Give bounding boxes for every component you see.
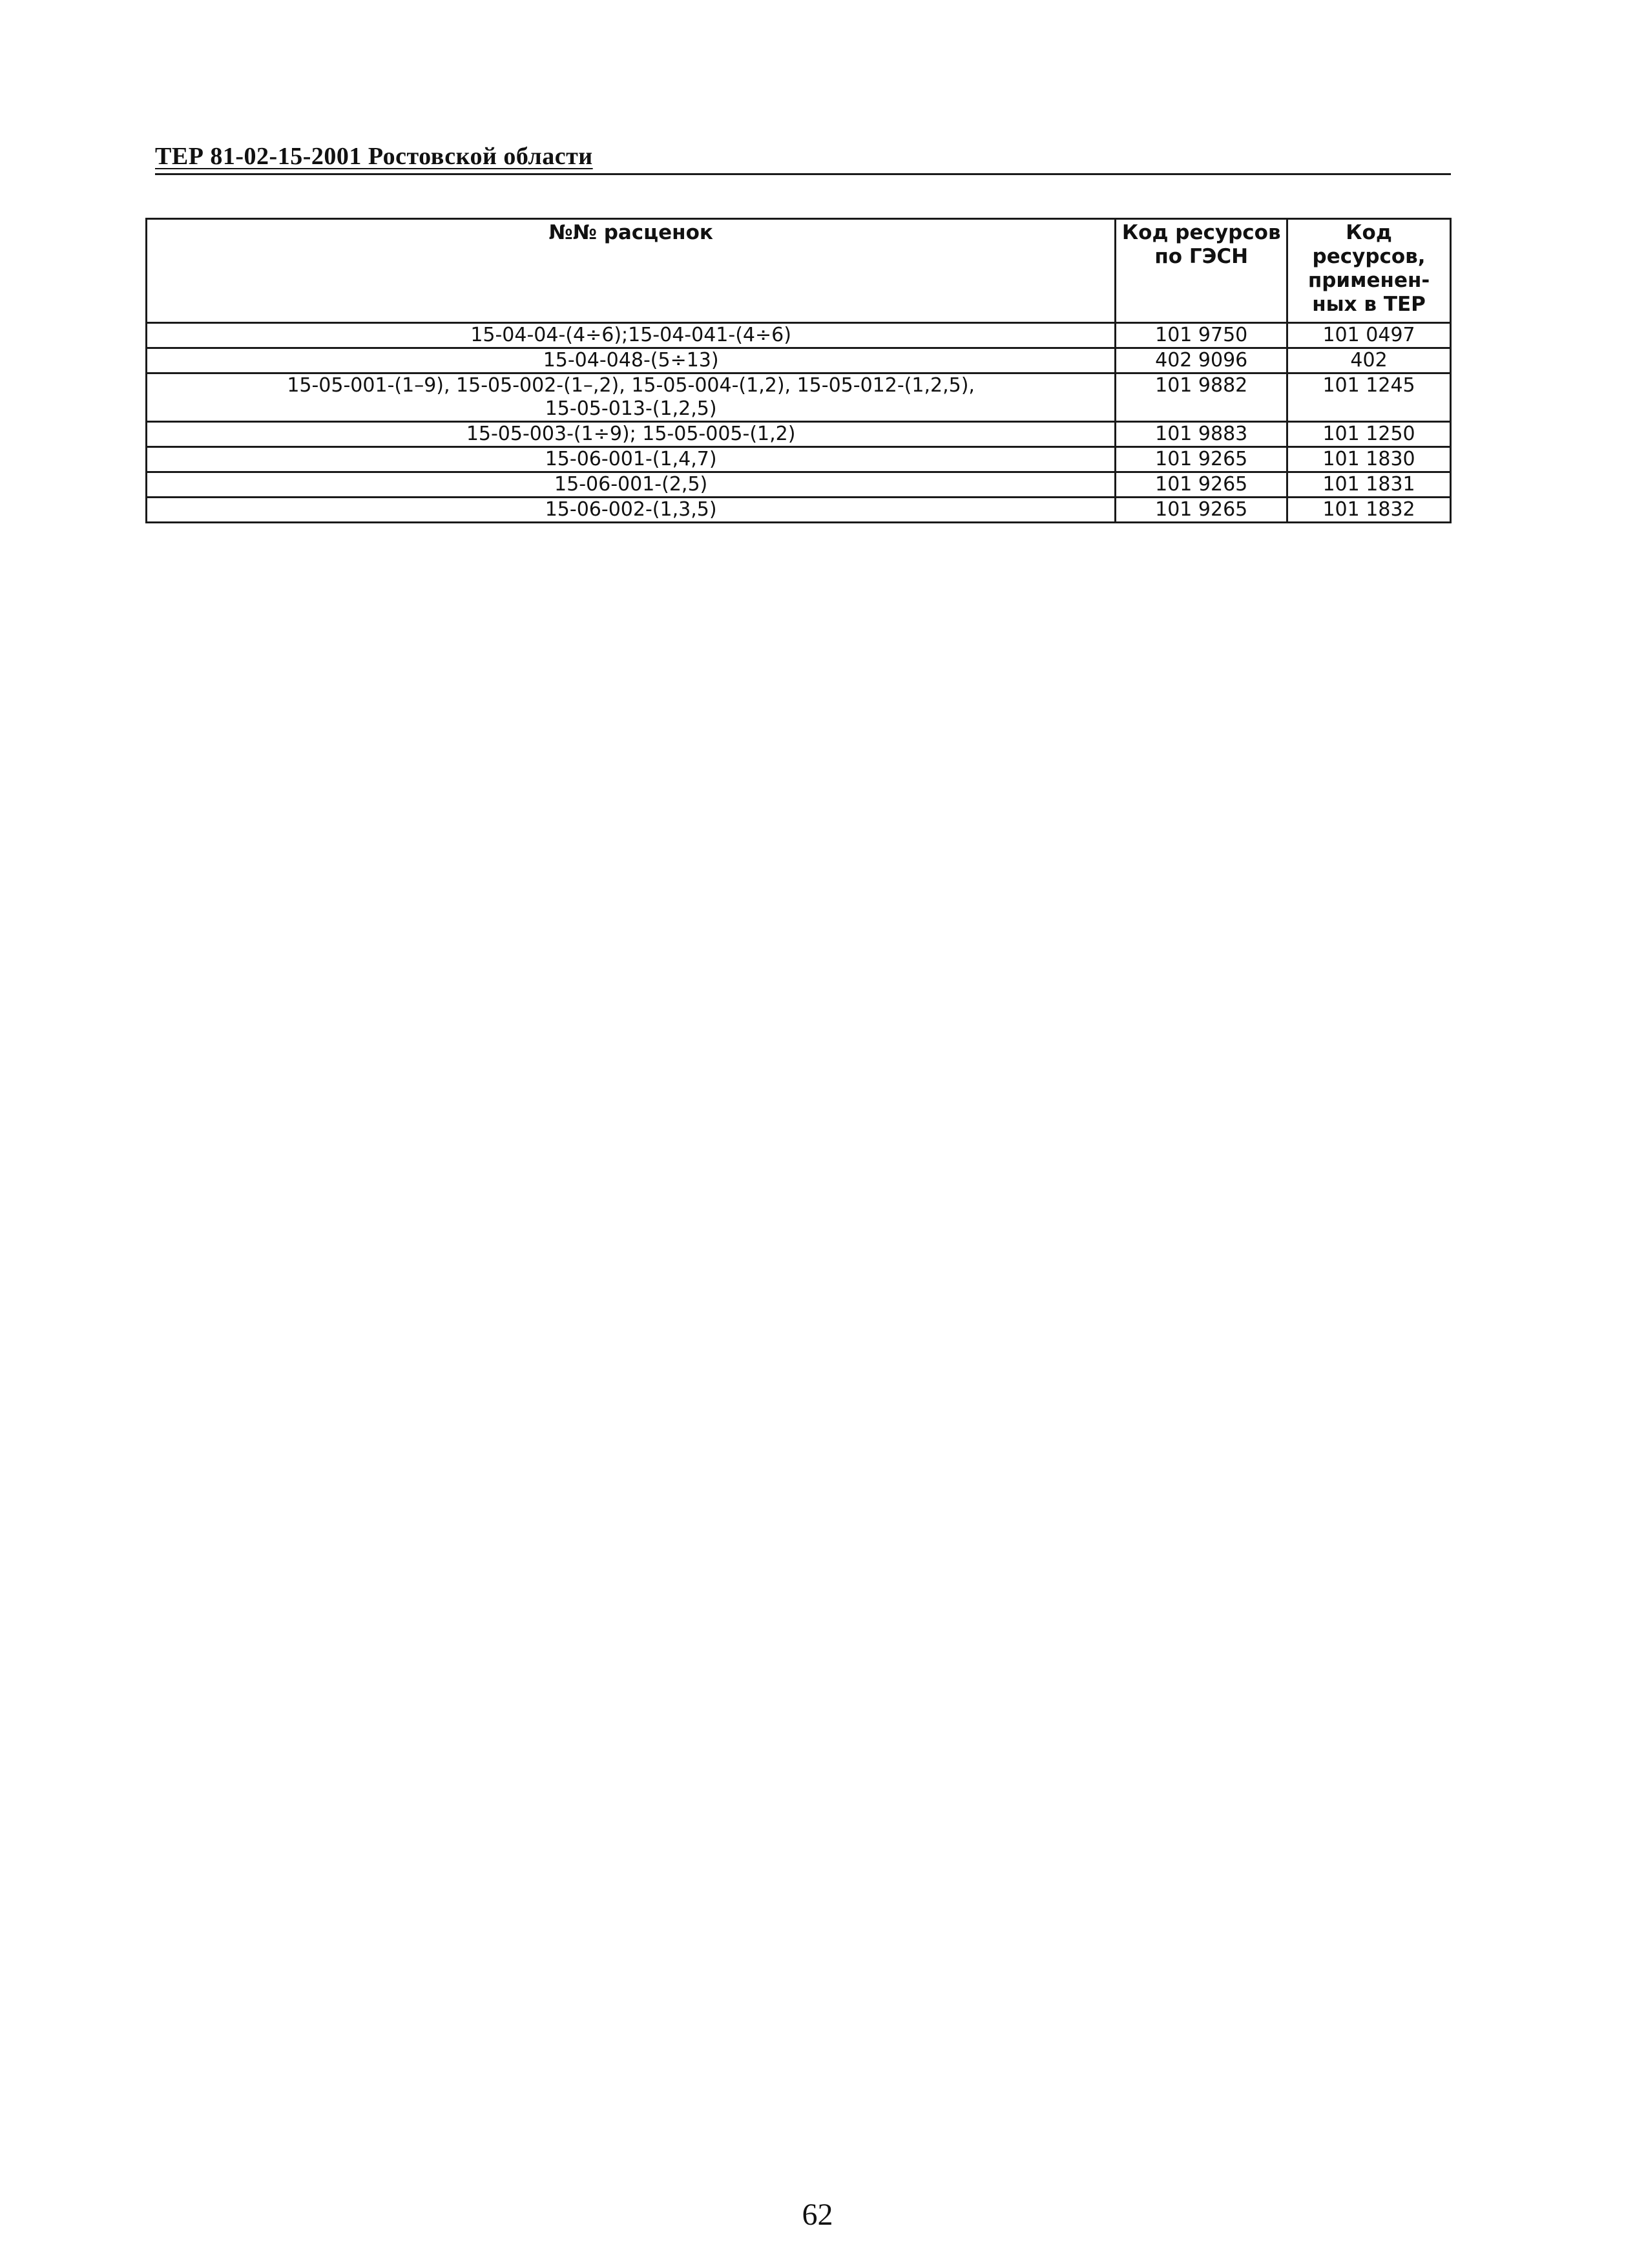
- rates-text: 15-06-002-(1,3,5): [545, 498, 717, 521]
- column-header-rates: №№ расценок: [147, 219, 1116, 323]
- ter-code-cell: 101 1832: [1287, 498, 1451, 523]
- resource-codes-table: [145, 218, 1452, 523]
- document-title: ТЕР 81-02-15-2001 Ростовской области: [155, 143, 593, 170]
- rates-text: 15-05-003-(1÷9); 15-05-005-(1,2): [466, 423, 796, 445]
- rates-text: 15-06-001-(2,5): [554, 473, 708, 496]
- gesn-code-cell: 101 9265: [1116, 498, 1287, 523]
- table-row: [147, 323, 1451, 348]
- gesn-code-cell: 402 9096: [1116, 348, 1287, 373]
- table-header-row: [147, 219, 1451, 323]
- gesn-code-cell: 101 9265: [1116, 472, 1287, 498]
- ter-code-cell: 402: [1287, 348, 1451, 373]
- ter-code-cell: 101 1250: [1287, 422, 1451, 447]
- column-header-gesn-code: Код ресурсов по ГЭСН: [1116, 219, 1287, 323]
- rates-cell: [147, 348, 1116, 373]
- ter-code-cell: 101 1830: [1287, 447, 1451, 472]
- column-header-ter-code: Код ресурсов, применен-ных в ТЕР: [1287, 219, 1451, 323]
- rates-text: 15-05-001-(1–9), 15-05-002-(1–,2), 15-05-004-(1,2), 15-05-012-(1,2,5),: [287, 374, 975, 397]
- rates-cell: [147, 323, 1116, 348]
- rates-cell: [147, 472, 1116, 498]
- table-row: [147, 348, 1451, 373]
- table-body: [147, 323, 1451, 523]
- rates-cell: [147, 422, 1116, 447]
- gesn-code-cell: 101 9882: [1116, 373, 1287, 422]
- table-row: [147, 373, 1451, 422]
- gesn-code-cell: 101 9883: [1116, 422, 1287, 447]
- rates-cell: [147, 447, 1116, 472]
- table-row: [147, 472, 1451, 498]
- ter-code-cell: 101 1245: [1287, 373, 1451, 422]
- page-number: 62: [802, 2198, 833, 2232]
- rates-text: 15-05-013-(1,2,5): [545, 397, 717, 420]
- gesn-code-cell: 101 9265: [1116, 447, 1287, 472]
- rates-cell: [147, 498, 1116, 523]
- table-row: [147, 422, 1451, 447]
- document-header: [155, 141, 1451, 175]
- rates-text: 15-06-001-(1,4,7): [545, 448, 717, 470]
- table-row: [147, 498, 1451, 523]
- gesn-code-cell: 101 9750: [1116, 323, 1287, 348]
- rates-text: 15-04-048-(5÷13): [543, 349, 719, 372]
- rates-cell: [147, 373, 1116, 422]
- ter-code-cell: 101 1831: [1287, 472, 1451, 498]
- ter-code-cell: 101 0497: [1287, 323, 1451, 348]
- table-row: [147, 447, 1451, 472]
- rates-text: 15-04-04-(4÷6);15-04-041-(4÷6): [470, 324, 791, 346]
